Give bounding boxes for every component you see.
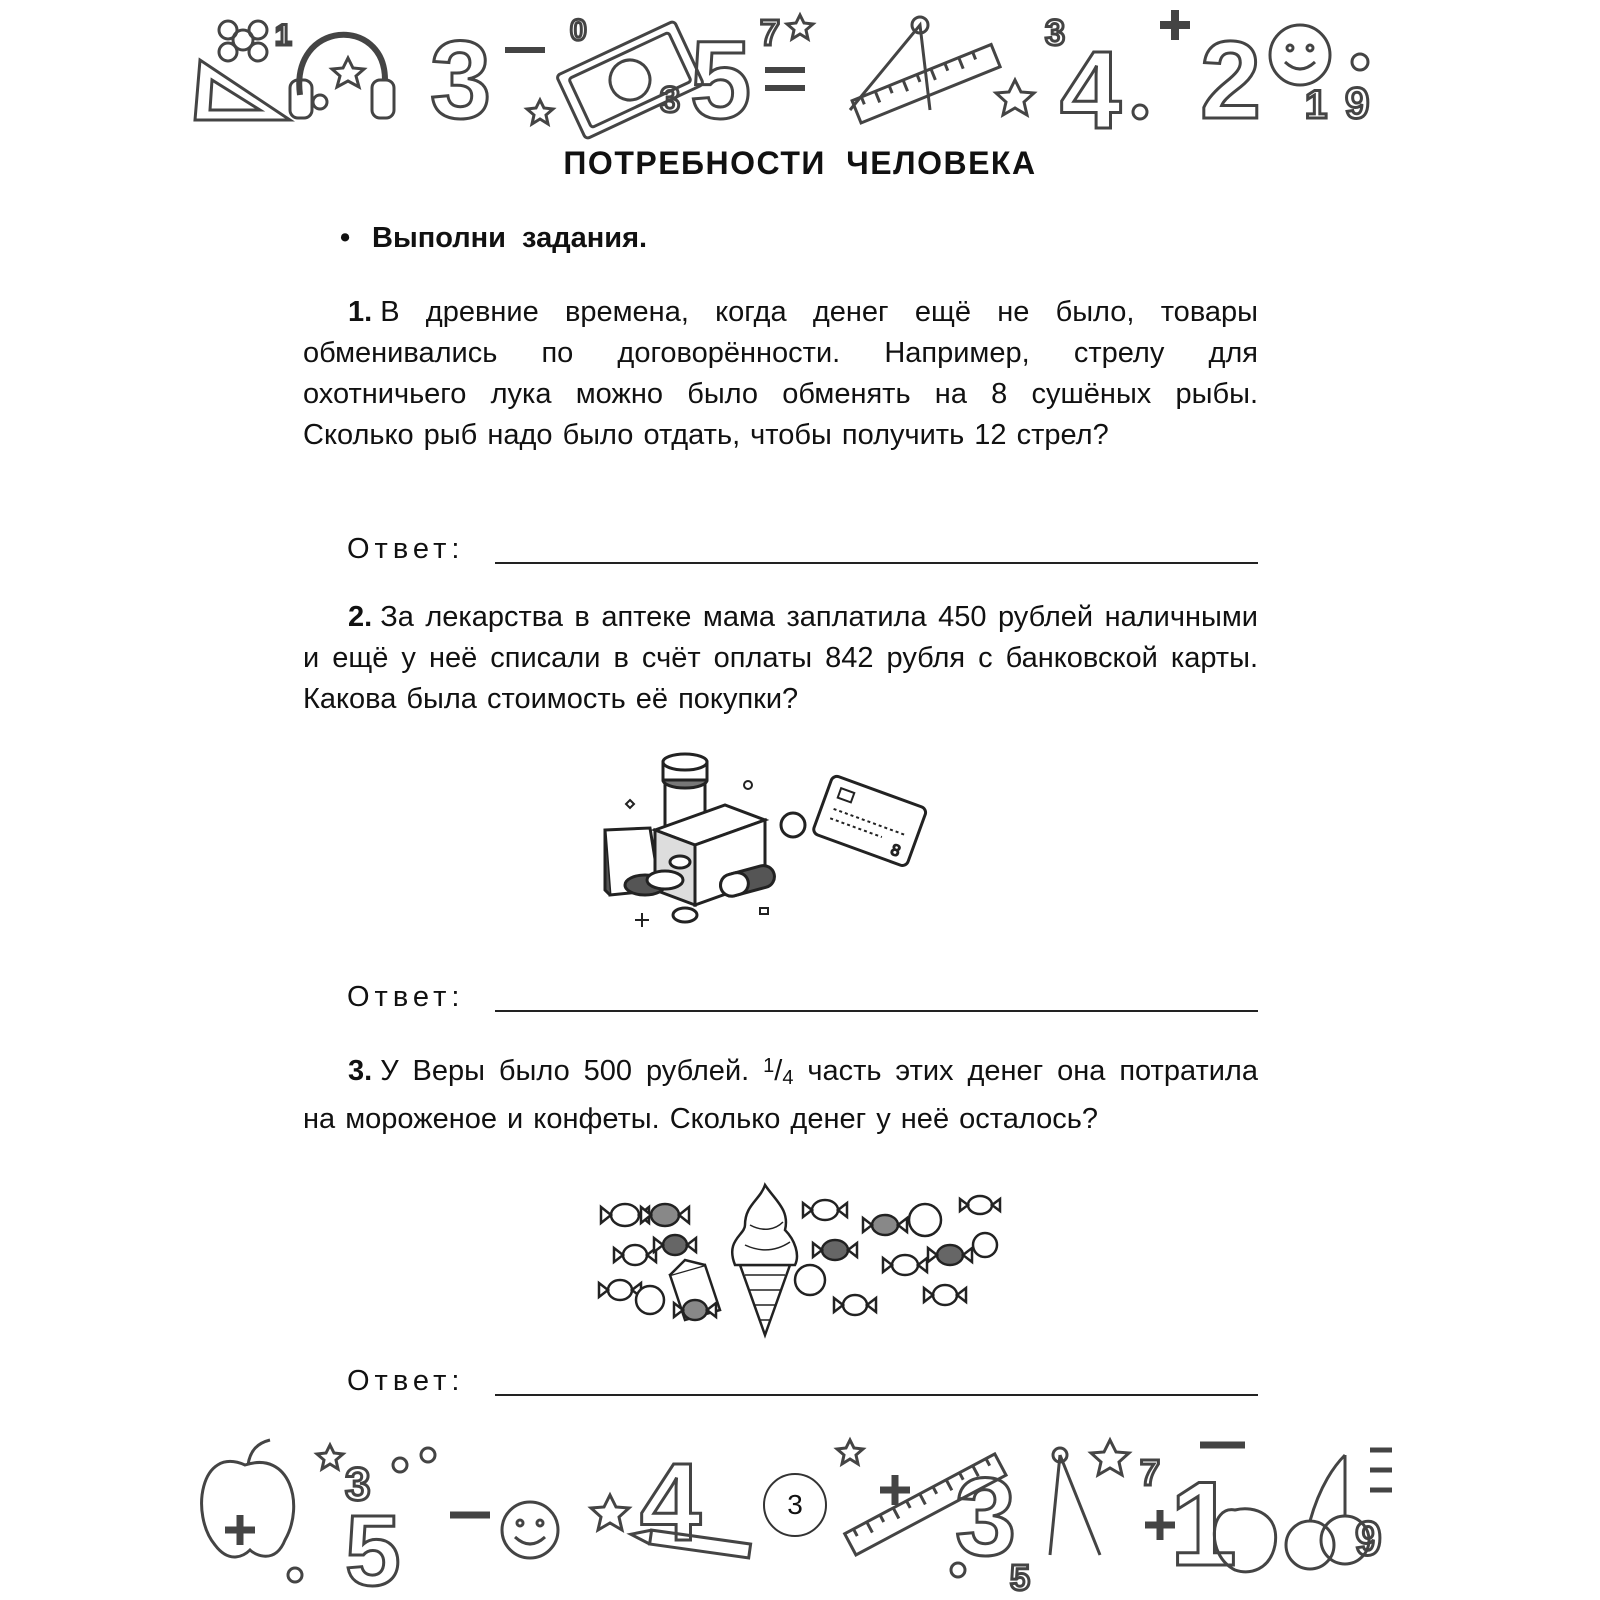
bullet: • [340, 222, 351, 254]
page-number: 3 [763, 1473, 827, 1537]
svg-text:0: 0 [570, 14, 587, 47]
svg-text:3: 3 [1045, 12, 1066, 53]
task-text: За лекарства в аптеке мама заплатила 450 рублей наличными и ещё у неё списали в счёт оплаты 842 рубля с банковской карты. Какова была стоимость её покупки? [303, 601, 1258, 715]
svg-text:9: 9 [1345, 79, 1370, 128]
svg-text:9: 9 [1355, 1513, 1382, 1566]
page-title: ПОТРЕБНОСТИ ЧЕЛОВЕКА [563, 145, 1037, 181]
svg-text:4: 4 [640, 1441, 702, 1564]
svg-text:7: 7 [760, 12, 781, 53]
svg-text:4: 4 [1060, 29, 1122, 150]
svg-text:5: 5 [1010, 1557, 1031, 1598]
svg-text:8: 8 [888, 841, 903, 861]
answer-line-2[interactable] [495, 1010, 1258, 1012]
task-text: В древние времена, когда денег ещё не было, товары обменивались по договорённости. Например, стрелу для охотничьего лука можно было обменять на 8 сушёных рыбы. Сколько рыб надо было отдать, чтобы получить 12 стрел? [303, 296, 1258, 451]
svg-text:3: 3 [345, 1458, 371, 1510]
svg-text:2: 2 [1200, 19, 1262, 142]
fraction-numerator: 1 [763, 1055, 775, 1077]
task-number: 3. [348, 1055, 373, 1087]
answer-row-3 [347, 1362, 1258, 1402]
ice-cream-candies-illustration [595, 1180, 1005, 1340]
task-1 [303, 292, 1258, 456]
task-2 [303, 597, 1258, 720]
top-doodle-border [0, 0, 1600, 150]
svg-text:1: 1 [275, 19, 292, 52]
answer-label: Ответ: [347, 533, 465, 565]
answer-row-2 [347, 978, 1258, 1018]
svg-text:5: 5 [690, 19, 752, 142]
instruction-text: Выполни задания. [372, 222, 648, 254]
task-3 [303, 1046, 1258, 1140]
svg-text:3: 3 [955, 1456, 1017, 1579]
answer-label: Ответ: [347, 1365, 465, 1397]
medicine-card-illustration [600, 740, 950, 950]
task-number: 2. [348, 601, 373, 633]
task-text-before: У Веры было 500 рублей. [380, 1055, 750, 1087]
svg-text:7: 7 [1140, 1452, 1161, 1493]
answer-label: Ответ: [347, 981, 465, 1013]
answer-line-3[interactable] [495, 1394, 1258, 1396]
svg-text:1: 1 [1170, 1457, 1237, 1591]
svg-text:1: 1 [1305, 83, 1328, 127]
fraction-denominator: 4 [782, 1067, 794, 1089]
instruction [340, 222, 647, 255]
answer-line-1[interactable] [495, 562, 1258, 564]
svg-text:3: 3 [660, 79, 681, 120]
task-text-after: часть этих денег она потратила на мороженое и конфеты. Сколько денег у неё осталось? [303, 1055, 1258, 1135]
answer-row-1 [347, 530, 1258, 570]
fraction: $^1/_4$ [763, 1055, 794, 1089]
svg-text:5: 5 [345, 1495, 401, 1600]
svg-text:3: 3 [430, 19, 492, 142]
task-number: 1. [348, 296, 373, 328]
